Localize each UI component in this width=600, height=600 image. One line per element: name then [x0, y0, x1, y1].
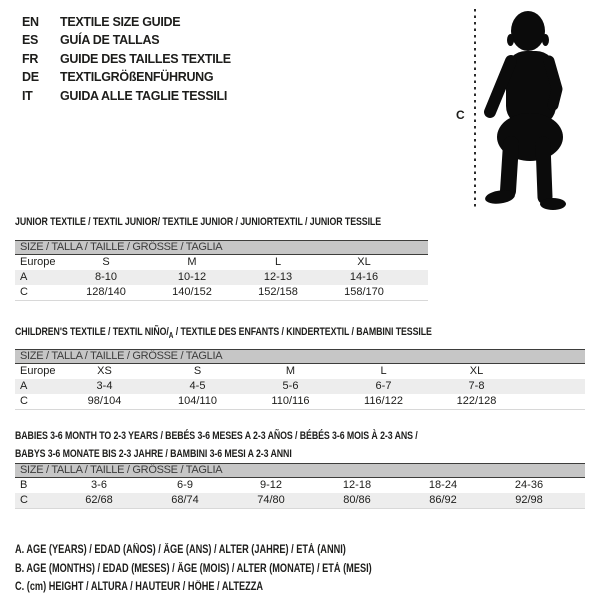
row-label: A — [15, 270, 63, 285]
language-title: GUÍA DE TALLAS — [60, 33, 160, 48]
table-cell: 4-5 — [151, 379, 244, 394]
children-table-title — [15, 324, 432, 345]
language-code: ES — [22, 33, 39, 48]
size-column-label: S — [193, 365, 202, 377]
size-column-label: L — [274, 256, 282, 268]
table-cell: 80/86 — [314, 493, 400, 509]
language-row — [22, 87, 231, 105]
table-cell: 128/140 — [63, 285, 149, 301]
size-column-label: S — [102, 256, 110, 268]
language-row — [22, 31, 231, 49]
row-label: B — [20, 479, 28, 491]
size-column-label: L — [380, 365, 387, 377]
column-header-row — [15, 364, 585, 380]
table-cell: 8-10 — [63, 270, 149, 285]
size-header-row — [15, 241, 428, 255]
table-cell: 9-12 — [259, 479, 283, 491]
table-cell: 24-36 — [514, 479, 544, 491]
size-header-label: SIZE / TALLA / TAILLE / GRÖSSE / TAGLIA — [15, 350, 585, 364]
spacer-cell — [572, 493, 585, 509]
babies-title-line2: BABYS 3-6 MONATE BIS 2-3 JAHRE / BAMBINI 3-6 MESI A 2-3 ANNI — [15, 447, 292, 460]
table-cell: 158/170 — [321, 285, 407, 301]
language-code: DE — [22, 70, 39, 85]
footnote-height-cm: C. (cm) HEIGHT / ALTURA / HAUTEUR / HÖHE / ALTEZZA — [15, 581, 264, 594]
language-row — [22, 13, 231, 31]
footnote-age-months: B. AGE (MONTHS) / EDAD (MESES) / ÂGE (MOIS) / ALTER (MONATE) / ETÀ (MESI) — [15, 562, 372, 575]
children-title-pre: CHILDREN'S TEXTILE / TEXTIL NIÑO/ — [15, 326, 169, 338]
height-measure-label: C — [456, 108, 465, 122]
row-label: C — [15, 394, 58, 410]
spacer-cell — [572, 478, 585, 494]
table-cell: 116/122 — [337, 394, 430, 410]
junior-table-title: JUNIOR TEXTILE / TEXTIL JUNIOR/ TEXTILE JUNIOR / JUNIORTEXTIL / JUNIOR TESSILE — [15, 216, 382, 228]
table-cell: 62/68 — [56, 493, 142, 509]
language-row — [22, 68, 231, 86]
babies-title-line1: BABIES 3-6 MONTH TO 2-3 YEARS / BEBÉS 3-6 MESES A 2-3 AÑOS / BÉBÉS 3-6 MOIS À 2-3 ANS / — [15, 430, 418, 442]
age-months-row — [15, 478, 585, 494]
children-title-sub: A — [168, 331, 174, 341]
table-cell: 6-7 — [337, 379, 430, 394]
table-cell: 10-12 — [149, 270, 235, 285]
height-cm-row — [15, 394, 585, 410]
table-cell: 3-4 — [58, 379, 151, 394]
region-label: Europe — [20, 256, 56, 268]
table-cell: 74/80 — [228, 493, 314, 509]
table-cell: 6-9 — [177, 479, 193, 491]
language-title: GUIDE DES TAILLES TEXTILE — [60, 51, 231, 66]
height-cm-row — [15, 493, 585, 509]
spacer-cell — [523, 364, 585, 380]
babies-table-title — [15, 428, 518, 463]
table-cell: 5-6 — [244, 379, 337, 394]
spacer-cell — [407, 270, 428, 285]
table-cell: 3-6 — [91, 479, 107, 491]
language-title: GUIDA ALLE TAGLIE TESSILI — [60, 88, 228, 103]
spacer-cell — [407, 285, 428, 301]
spacer-cell — [523, 379, 585, 394]
footnote-age-years: A. AGE (YEARS) / EDAD (AÑOS) / ÂGE (ANS) / ALTER (JAHRE) / ETÀ (ANNI) — [15, 544, 346, 556]
children-size-table — [15, 349, 585, 410]
table-cell: 110/116 — [244, 394, 337, 410]
table-cell: 68/74 — [142, 493, 228, 509]
baby-silhouette-icon — [481, 9, 571, 211]
footnotes — [15, 541, 461, 597]
size-column-label: M — [187, 256, 197, 268]
size-header-row — [15, 350, 585, 364]
table-cell: 104/110 — [151, 394, 244, 410]
table-cell: 86/92 — [400, 493, 486, 509]
spacer-cell — [523, 394, 585, 410]
size-column-label: XS — [97, 365, 112, 377]
spacer-cell — [407, 255, 428, 271]
size-header-row — [15, 464, 585, 478]
babies-size-table — [15, 463, 585, 509]
table-cell: 18-24 — [428, 479, 458, 491]
language-code: EN — [22, 15, 39, 29]
table-cell: 98/104 — [58, 394, 151, 410]
junior-size-table — [15, 240, 428, 301]
column-header-row — [15, 255, 428, 271]
table-cell: 140/152 — [149, 285, 235, 301]
children-title-post: / TEXTILE DES ENFANTS / KINDERTEXTIL / BAMBINI TESSILE — [173, 326, 432, 338]
language-code: FR — [22, 51, 39, 66]
row-label: C — [15, 493, 56, 509]
language-row — [22, 50, 231, 68]
region-label: Europe — [20, 365, 56, 377]
row-label: A — [15, 379, 58, 394]
table-cell: 92/98 — [486, 493, 572, 509]
language-code: IT — [22, 88, 33, 103]
size-header-label: SIZE / TALLA / TAILLE / GRÖSSE / TAGLIA — [15, 241, 428, 255]
language-title: TEXTILE SIZE GUIDE — [60, 15, 181, 29]
size-header-label: SIZE / TALLA / TAILLE / GRÖSSE / TAGLIA — [15, 464, 585, 478]
row-label: C — [15, 285, 63, 301]
height-dotted-line — [474, 9, 476, 210]
table-cell: 12-18 — [342, 479, 372, 491]
table-cell: 12-13 — [235, 270, 321, 285]
size-column-label: XL — [357, 256, 371, 268]
height-cm-row — [15, 285, 428, 301]
table-cell: 152/158 — [235, 285, 321, 301]
language-title: TEXTILGRÖßENFÜHRUNG — [60, 70, 214, 85]
age-years-row — [15, 270, 428, 285]
language-title-list — [22, 13, 231, 105]
size-column-label: M — [285, 365, 296, 377]
age-years-row — [15, 379, 585, 394]
table-cell: 14-16 — [321, 270, 407, 285]
table-cell: 122/128 — [430, 394, 523, 410]
table-cell: 7-8 — [430, 379, 523, 394]
size-column-label: XL — [469, 365, 484, 377]
